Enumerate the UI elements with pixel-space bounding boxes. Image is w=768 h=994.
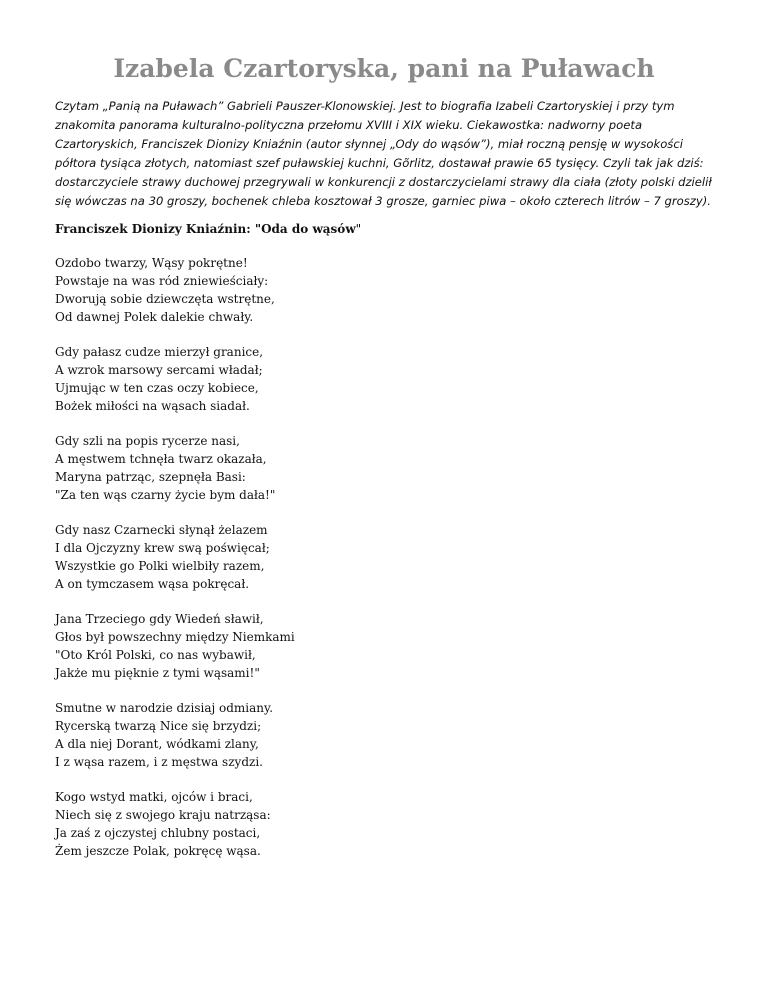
poem-verse: Wszystkie go Polki wielbiły razem,: [55, 559, 265, 573]
poem-verse: A on tymczasem wąsa pokręcał.: [55, 577, 250, 591]
poem-verse: Dworują sobie dziewczęta wstrętne,: [55, 292, 275, 306]
poem-verse: A męstwem tchnęła twarz okazała,: [55, 452, 267, 466]
poem-verse: "Oto Król Polski, co nas wybawił,: [55, 648, 256, 662]
poem-stanza: [55, 610, 455, 682]
poem-verse: Jakże mu pięknie z tymi wąsami!": [55, 666, 260, 680]
poem-verse: "Za ten wąs czarny życie bym dała!": [55, 488, 276, 502]
poem-verse: Jana Trzeciego gdy Wiedeń sławił,: [55, 612, 264, 626]
poem-verse: Gdy pałasz cudze mierzył granice,: [55, 345, 264, 359]
poem-stanza: [55, 432, 455, 504]
poem-verse: Ozdobo twarzy, Wąsy pokrętne!: [55, 256, 248, 270]
poem-verse: Gdy nasz Czarnecki słynął żelazem: [55, 523, 268, 537]
poem-verse: Bożek miłości na wąsach siadał.: [55, 399, 250, 413]
poem-verse: Od dawnej Polek dalekie chwały.: [55, 310, 254, 324]
poem-verse: Żem jeszcze Polak, pokręcę wąsa.: [55, 844, 261, 858]
poem-verse: Niech się z swojego kraju natrząsa:: [55, 808, 271, 822]
poem-verse: Rycerską twarzą Nice się brzydzi;: [55, 719, 262, 733]
intro-paragraph: [55, 97, 720, 211]
poem-heading: [55, 220, 361, 238]
poem-verse: Kogo wstyd matki, ojców i braci,: [55, 790, 253, 804]
poem-stanza: [55, 254, 455, 326]
intro-line: Czytam „Panią na Puławach” Gabrieli Pauszer-Klonowskiej. Jest to biografia Izabeli Czartoryskiej i przy tym: [55, 99, 675, 113]
poem-verse: Smutne w narodzie dzisiaj odmiany.: [55, 701, 274, 715]
poem-verse: Głos był powszechny między Niemkami: [55, 630, 295, 644]
poem-stanza: [55, 699, 455, 771]
poem-stanza: [55, 343, 455, 415]
poem-heading-text: Franciszek Dionizy Kniaźnin: "Oda do wąsów: [55, 222, 356, 236]
poem-stanza: [55, 521, 455, 593]
poem-verse: A dla niej Dorant, wódkami zlany,: [55, 737, 259, 751]
intro-line: znakomita panorama kulturalno-polityczna przełomu XVIII i XIX wieku. Ciekawostka: nadworny poeta: [55, 118, 643, 132]
page-title: Izabela Czartoryska, pani na Puławach: [113, 54, 655, 83]
poem-verse: Powstaje na was ród zniewieściały:: [55, 274, 269, 288]
poem-heading-closing-quote: ": [355, 222, 362, 236]
poem-verse: Gdy szli na popis rycerze nasi,: [55, 434, 240, 448]
poem-verse: Ja zaś z ojczystej chlubny postaci,: [55, 826, 261, 840]
poem-verse: I z wąsa razem, i z męstwa szydzi.: [55, 755, 263, 769]
intro-line: dostarczyciele strawy duchowej przegrywali w konkurencji z dostarczycielami strawy dla ciała (złoty polski dzielił: [55, 175, 712, 189]
poem-stanza: [55, 788, 455, 860]
poem-verse: I dla Ojczyzny krew swą poświęcał;: [55, 541, 270, 555]
poem-verse: A wzrok marsowy sercami władał;: [55, 363, 263, 377]
poem-verse: Maryna patrząc, szepnęła Basi:: [55, 470, 246, 484]
poem-verse: Ujmując w ten czas oczy kobiece,: [55, 381, 259, 395]
intro-line: się wówczas na 30 groszy, bochenek chleba kosztował 3 grosze, garniec piwa – około czterech litrów – 7 groszy).: [55, 194, 711, 208]
intro-line: półtora tysiąca złotych, natomiast szef puławskiej kuchni, Gõrlitz, dostawał prawie 65 tysięcy. Czyli tak jak dziś:: [55, 156, 704, 170]
poem-body: [55, 254, 455, 877]
intro-line: Czartoryskich, Franciszek Dionizy Kniaźnin (autor słynnej „Ody do wąsów”), miał roczną pensję w wysokości: [55, 137, 683, 151]
